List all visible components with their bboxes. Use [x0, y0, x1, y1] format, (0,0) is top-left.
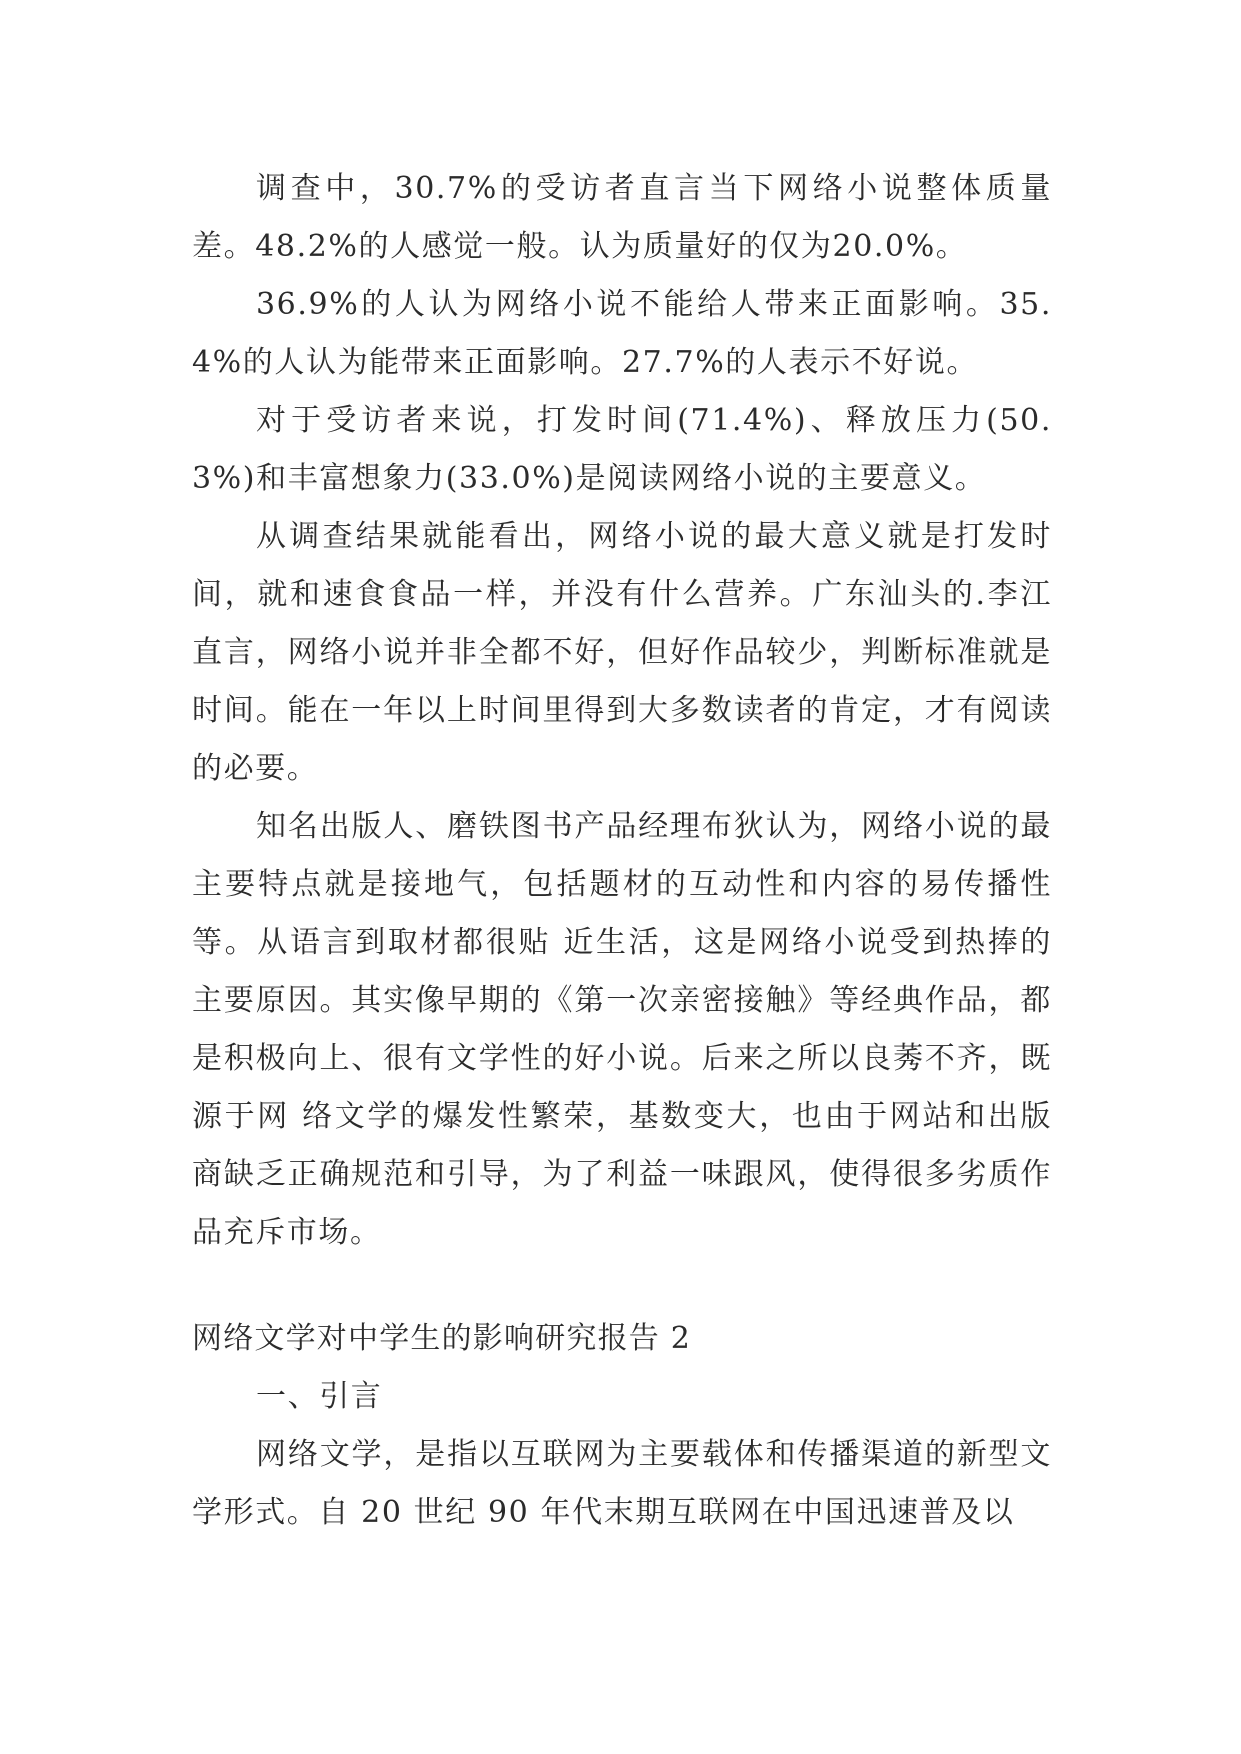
- paragraph-positive-influence: 36.9%的人认为网络小说不能给人带来正面影响。35.4%的人认为能带来正面影响。27.7%的人表示不好说。: [192, 287, 1052, 380]
- document-body: [192, 160, 1052, 1542]
- paragraph-quality-survey: 调查中，30.7%的受访者直言当下网络小说整体质量差。48.2%的人感觉一般。认为质量好的仅为20.0%。: [192, 171, 1052, 264]
- paragraph-reading-purpose: 对于受访者来说，打发时间(71.4%)、释放压力(50.3%)和丰富想象力(33.0%)是阅读网络小说的主要意义。: [192, 403, 1052, 496]
- section-title-introduction: 一、引言: [256, 1379, 383, 1414]
- paragraph-survey-conclusion: 从调查结果就能看出，网络小说的最大意义就是打发时间，就和速食食品一样，并没有什么营养。广东汕头的.李江直言，网络小说并非全都不好，但好作品较少，判断标准就是时间。能在一年以上时间里得到大多数读者的肯定，才有阅读的必要。: [192, 519, 1052, 786]
- report-heading: 网络文学对中学生的影响研究报告 2: [192, 1321, 692, 1356]
- paragraph-publisher-view: 知名出版人、磨铁图书产品经理布狄认为，网络小说的最主要特点就是接地气，包括题材的互动性和内容的易传播性等。从语言到取材都很贴 近生活，这是网络小说受到热捧的主要原因。其实像早期的《第一次亲密接触》等经典作品，都是积极向上、很有文学性的好小说。后来之所以良莠不齐，既源于网 络文学的爆发性繁荣，基数变大，也由于网站和出版商缺乏正确规范和引导，为了利益一味跟风，使得很多劣质作品充斥市场。: [192, 809, 1052, 1250]
- paragraph-introduction: 网络文学，是指以互联网为主要载体和传播渠道的新型文学形式。自 20 世纪 90 年代末期互联网在中国迅速普及以: [192, 1437, 1052, 1530]
